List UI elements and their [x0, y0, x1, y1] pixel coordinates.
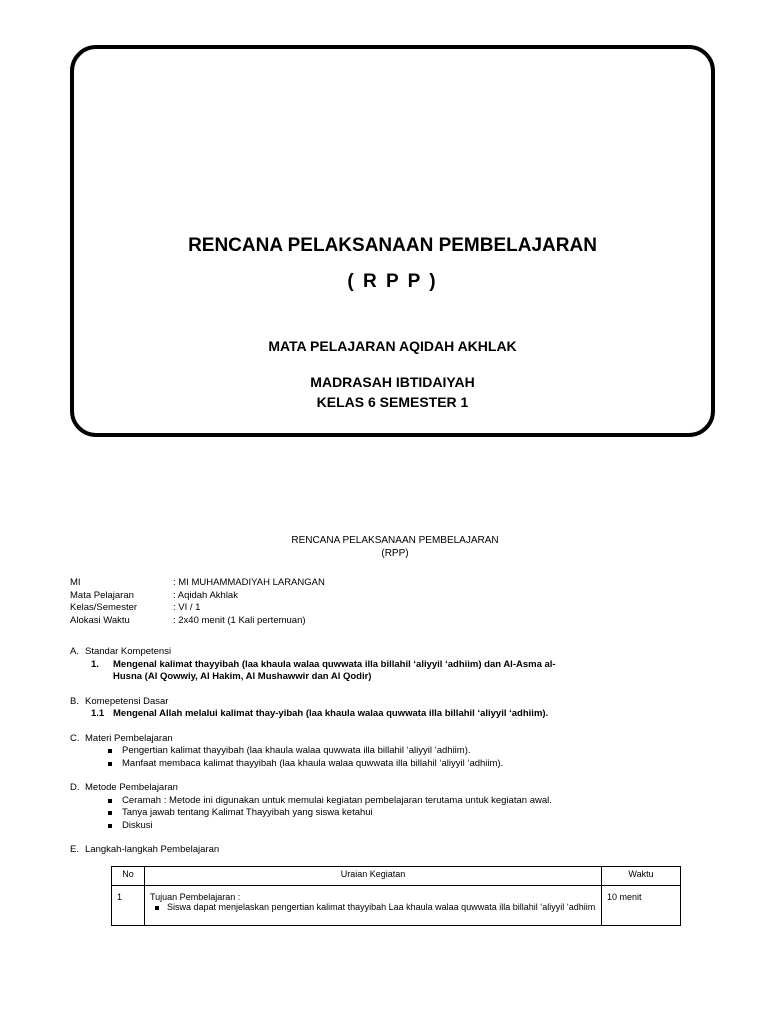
section-letter: E.: [70, 844, 79, 855]
section-metode: [70, 782, 720, 832]
bullet-list: [70, 795, 720, 833]
table-row: [112, 886, 681, 926]
section-heading: [70, 782, 720, 795]
section-title: Standar Kompetensi: [85, 646, 172, 657]
identity-value: : MI MUHAMMADIYAH LARANGAN: [173, 577, 325, 588]
cover-subtitle-rpp: ( R P P ): [347, 271, 438, 292]
section-materi: [70, 733, 720, 771]
section-letter: A.: [70, 646, 79, 657]
cover-subject: MATA PELAJARAN AQIDAH AKHLAK: [268, 338, 517, 354]
doc-title: [70, 535, 720, 560]
list-item: Ceramah : Metode ini digunakan untuk memulai kegiatan pembelajaran terutama untuk kegiatan awal.: [106, 795, 720, 808]
header-uraian: Uraian Kegiatan: [145, 867, 602, 886]
section-standar-kompetensi: [70, 646, 720, 684]
section-letter: B.: [70, 695, 79, 707]
list-item: Diskusi: [106, 820, 720, 833]
list-item: Pengertian kalimat thayyibah (laa khaula walaa quwwata illa billahil ‘aliyyil ‘adhiim).: [106, 745, 720, 758]
header-no: No: [112, 867, 145, 886]
list-item: Manfaat membaca kalimat thayyibah (laa khaula walaa quwwata illa billahil ‘aliyyil ‘adhiim).: [106, 758, 720, 771]
header-waktu: Waktu: [602, 867, 681, 886]
item-number: 1.1: [91, 708, 105, 719]
doc-title-line1: RENCANA PELAKSANAAN PEMBELAJARAN: [291, 535, 499, 546]
item-text: Mengenal Allah melalui kalimat thay-yibah (laa khaula walaa quwwata illa billahil ‘aliyyil ‘adhiim).: [113, 708, 549, 719]
section-letter: C.: [70, 732, 80, 744]
section-letter: D.: [70, 782, 80, 793]
table-header-row: [112, 867, 681, 886]
section-title: Komepetensi Dasar: [85, 695, 169, 707]
section-heading: [70, 733, 720, 746]
section-title: Langkah-langkah Pembelajaran: [85, 844, 220, 855]
section-langkah: [70, 844, 720, 857]
list-item: Tanya jawab tentang Kalimat Thayyibah yang siswa ketahui: [106, 807, 720, 820]
identity-key: Kelas/Semester: [70, 602, 138, 613]
section-kompetensi-dasar: [70, 696, 720, 721]
cell-uraian: [145, 886, 602, 926]
identity-key: Alokasi Waktu: [70, 614, 130, 626]
identity-value: : 2x40 menit (1 Kali pertemuan): [173, 614, 306, 626]
identity-value: : VI / 1: [173, 602, 201, 613]
cover-school-type: MADRASAH IBTIDAIYAH: [310, 374, 475, 390]
steps-table: [111, 866, 681, 926]
identity-row: [70, 615, 720, 628]
identity-key: MI: [70, 577, 81, 588]
item-text: Mengenal kalimat thayyibah (laa khaula walaa quwwata illa billahil ‘aliyyil ‘adhiim) dan Al-Asma al-Husna (Al Qowwiy, Al Hakim, Al Mushawwir dan Al Qodir): [113, 658, 556, 682]
item-number: 1.: [91, 658, 99, 670]
identity-row: [70, 602, 720, 615]
identity-row: [70, 590, 720, 603]
identity-value: : Aqidah Akhlak: [173, 589, 238, 601]
cover-class-semester: KELAS 6 SEMESTER 1: [316, 394, 469, 410]
section-heading: [70, 696, 720, 709]
doc-title-line2: (RPP): [381, 547, 409, 559]
section-title: Metode Pembelajaran: [85, 782, 178, 793]
bullet-list: [70, 745, 720, 770]
identity-block: [70, 577, 720, 627]
section-heading: [70, 646, 720, 659]
step-bullet: Siswa dapat menjelaskan pengertian kalimat thayyibah Laa khaula walaa quwwata illa billahil ‘aliyyil ‘adhiim: [150, 902, 596, 912]
numbered-item: [70, 659, 720, 684]
identity-key: Mata Pelajaran: [70, 589, 134, 601]
cell-no: 1: [112, 886, 145, 926]
cell-waktu: 10 menit: [602, 886, 681, 926]
cover-title: RENCANA PELAKSANAAN PEMBELAJARAN: [188, 235, 597, 256]
rpp-document: [70, 535, 720, 857]
numbered-item: [70, 708, 720, 721]
section-title: Materi Pembelajaran: [85, 732, 173, 744]
cover-frame: [70, 45, 715, 437]
step-title: Tujuan Pembelajaran :: [150, 892, 241, 902]
section-heading: [70, 844, 720, 857]
identity-row: [70, 577, 720, 590]
